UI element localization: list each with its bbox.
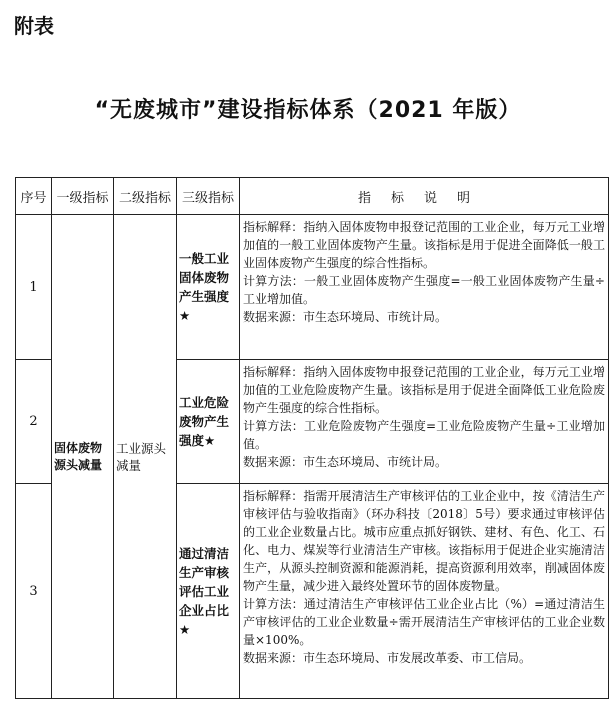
- table-header-row: [16, 178, 609, 215]
- row-index: 3: [16, 484, 52, 699]
- col-description-header: 指标说明: [240, 178, 609, 215]
- explanation-text: 指标解释：指需开展清洁生产审核评估的工业企业中，按《清洁生产审核评估与验收指南》（环办科技〔2018〕5号）要求通过审核评估的工业企业数量占比。城市应重点抓好钢铁、建材、有色、化工、石化、电力、煤炭等行业清洁生产审核。该指标用于促进企业实施清洁生产，从源头控制资源和能源消耗，提高资源利用效率，削减固体废物产生量，减少进入最终处置环节的固体废物量。: [243, 489, 605, 593]
- col-level3-header: 三级指标: [177, 178, 240, 215]
- col-level1-header: 一级指标: [52, 178, 114, 215]
- row-index: 2: [16, 360, 52, 484]
- table-row: [16, 215, 609, 360]
- page-title: “无废城市”建设指标体系（2021 年版）: [94, 98, 522, 123]
- row-index: 1: [16, 215, 52, 360]
- level1-indicator: 固体废物源头减量: [52, 215, 114, 699]
- source-text: 数据来源：市生态环境局、市发展改革委、市工信局。: [243, 651, 532, 665]
- level3-indicator: 通过清洁生产审核评估工业企业占比★: [177, 484, 240, 699]
- indicator-table: [15, 177, 609, 699]
- source-text: 数据来源：市生态环境局、市统计局。: [243, 455, 448, 469]
- explanation-text: 指标解释：指纳入固体废物申报登记范围的工业企业，每万元工业增加值的工业危险废物产生量。该指标是用于促进全面降低工业危险废物产生强度的综合性指标。: [243, 365, 605, 415]
- method-text: 计算方法：工业危险废物产生强度=工业危险废物产生量÷工业增加值。: [243, 419, 605, 451]
- method-text: 计算方法：通过清洁生产审核评估工业企业占比（%）=通过清洁生产审核评估的工业企业数量÷需开展清洁生产审核评估的工业企业数量×100%。: [243, 597, 605, 647]
- source-text: 数据来源：市生态环境局、市统计局。: [243, 310, 448, 324]
- indicator-description: [240, 484, 609, 699]
- level3-indicator: 一般工业固体废物产生强度★: [177, 215, 240, 360]
- method-text: 计算方法：一般工业固体废物产生强度=一般工业固体废物产生量÷工业增加值。: [243, 274, 605, 306]
- explanation-text: 指标解释：指纳入固体废物申报登记范围的工业企业，每万元工业增加值的一般工业固体废物产生量。该指标是用于促进全面降低一般工业固体废物产生强度的综合性指标。: [243, 220, 605, 270]
- appendix-label: 附表: [14, 14, 54, 38]
- level3-indicator: 工业危险废物产生强度★: [177, 360, 240, 484]
- indicator-description: [240, 360, 609, 484]
- level2-indicator: 工业源头减量: [114, 215, 177, 699]
- indicator-description: [240, 215, 609, 360]
- col-index-header: 序号: [16, 178, 52, 215]
- col-level2-header: 二级指标: [114, 178, 177, 215]
